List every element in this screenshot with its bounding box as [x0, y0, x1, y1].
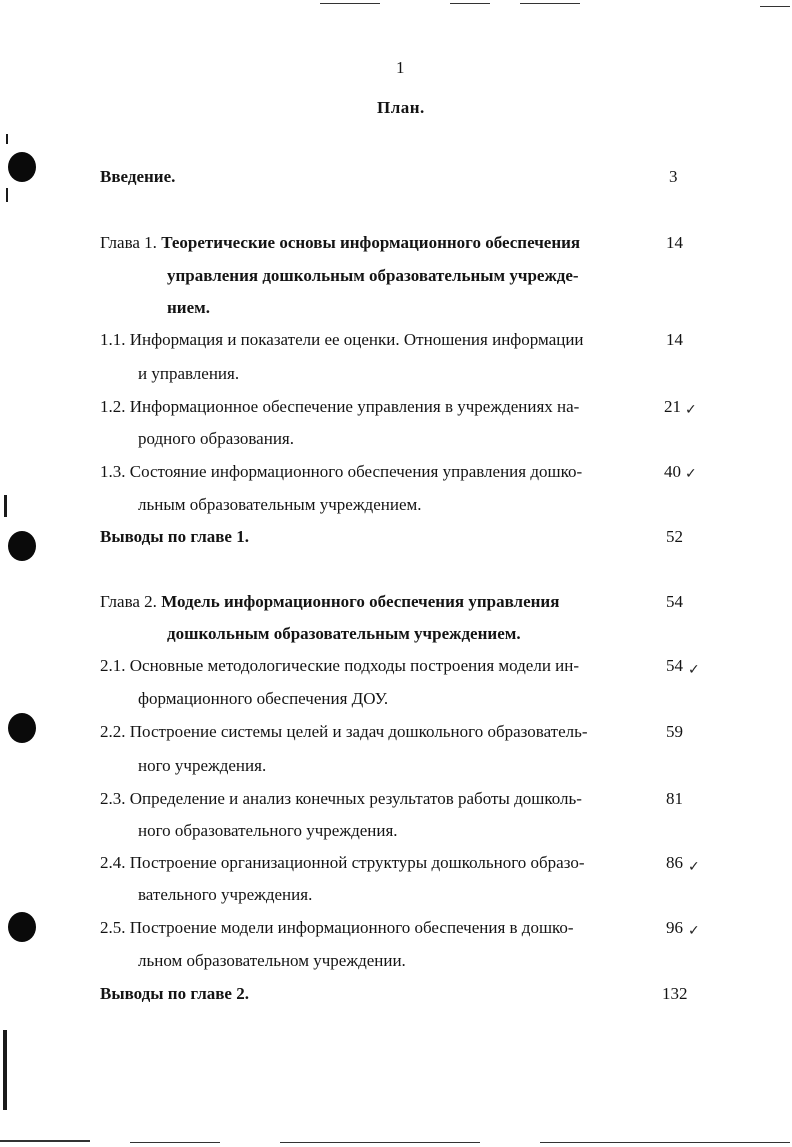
punch-hole-1 [8, 152, 36, 182]
chapter2-title-line1: Модель информационного обеспечения управления [161, 592, 560, 611]
toc-entry-2-3-page: 81 [666, 789, 683, 808]
toc-entry-2-2-line2: ного учреждения. [138, 756, 267, 775]
chapter1-title-line1: Теоретические основы информационного обеспечения [161, 233, 581, 252]
toc-entry-2-3-line2: ного образовательного учреждения. [138, 821, 398, 840]
punch-hole-4 [8, 912, 36, 942]
chapter2-page: 54 [666, 592, 683, 611]
toc-entry-1-3-line2: льным образовательным учреждением. [138, 495, 422, 514]
toc-entry-2-2-page: 59 [666, 722, 683, 741]
chapter2-conclusion-page: 132 [662, 984, 688, 1003]
chapter1-prefix: Глава 1. [100, 233, 162, 252]
chapter2-conclusion-label: Выводы по главе 2. [100, 984, 249, 1003]
toc-entry-1-2-page: 21 [664, 397, 681, 416]
check-mark-icon: ✓ [688, 923, 700, 939]
toc-entry-2-2-line1: 2.2. Построение системы целей и задач дошкольного образователь- [100, 722, 588, 741]
page-title: План. [377, 98, 425, 117]
toc-entry-2-4-page: 86 [666, 853, 683, 872]
edge-mark [6, 188, 8, 202]
chapter2-heading [100, 592, 559, 612]
toc-entry-2-5-page: 96 [666, 918, 683, 937]
punch-hole-2 [8, 531, 36, 561]
chapter1-title-line2: управления дошкольным образовательным учрежде- [167, 266, 579, 285]
scan-line-bottom [280, 1142, 480, 1143]
toc-entry-2-3-line1: 2.3. Определение и анализ конечных результатов работы дошколь- [100, 789, 582, 808]
toc-entry-1-1-page: 14 [666, 330, 683, 349]
toc-entry-2-5-line1: 2.5. Построение модели информационного обеспечения в дошко- [100, 918, 574, 937]
chapter1-heading [100, 233, 580, 253]
chapter1-conclusion-label: Выводы по главе 1. [100, 527, 249, 546]
toc-entry-1-1-line2: и управления. [138, 364, 240, 383]
scan-line-bottom [540, 1142, 790, 1143]
scan-line-top [450, 3, 490, 4]
scan-line-bottom [0, 1140, 90, 1142]
edge-mark [6, 134, 8, 144]
toc-entry-2-1-line2: формационного обеспечения ДОУ. [138, 689, 389, 708]
scan-line-top [760, 6, 790, 7]
toc-entry-2-1-line1: 2.1. Основные методологические подходы построения модели ин- [100, 656, 580, 675]
toc-entry-2-1-page: 54 [666, 656, 683, 675]
scan-line-top [520, 3, 580, 4]
toc-entry-1-1-line1: 1.1. Информация и показатели ее оценки. Отношения информации [100, 330, 584, 349]
check-mark-icon: ✓ [685, 402, 697, 418]
scan-line-top [320, 3, 380, 4]
chapter2-title-line2: дошкольным образовательным учреждением. [167, 624, 521, 643]
check-mark-icon: ✓ [688, 859, 700, 875]
punch-hole-3 [8, 713, 36, 743]
toc-entry-1-2-line2: родного образования. [138, 429, 294, 448]
page-number: 1 [396, 58, 405, 77]
toc-entry-1-3-page: 40 [664, 462, 681, 481]
toc-entry-2-5-line2: льном образовательном учреждении. [138, 951, 406, 970]
edge-mark [3, 1030, 7, 1110]
chapter1-conclusion-page: 52 [666, 527, 683, 546]
toc-entry-2-4-line2: вательного учреждения. [138, 885, 313, 904]
chapter1-page: 14 [666, 233, 683, 252]
chapter1-title-line3: нием. [167, 298, 210, 317]
scan-line-bottom [130, 1142, 220, 1143]
intro-page: 3 [669, 167, 678, 186]
toc-entry-1-2-line1: 1.2. Информационное обеспечение управления в учреждениях на- [100, 397, 580, 416]
toc-entry-2-4-line1: 2.4. Построение организационной структуры дошкольного образо- [100, 853, 585, 872]
check-mark-icon: ✓ [685, 466, 697, 482]
intro-label: Введение. [100, 167, 176, 186]
chapter2-prefix: Глава 2. [100, 592, 162, 611]
toc-entry-1-3-line1: 1.3. Состояние информационного обеспечения управления дошко- [100, 462, 583, 481]
check-mark-icon: ✓ [688, 662, 700, 678]
edge-mark [4, 495, 7, 517]
